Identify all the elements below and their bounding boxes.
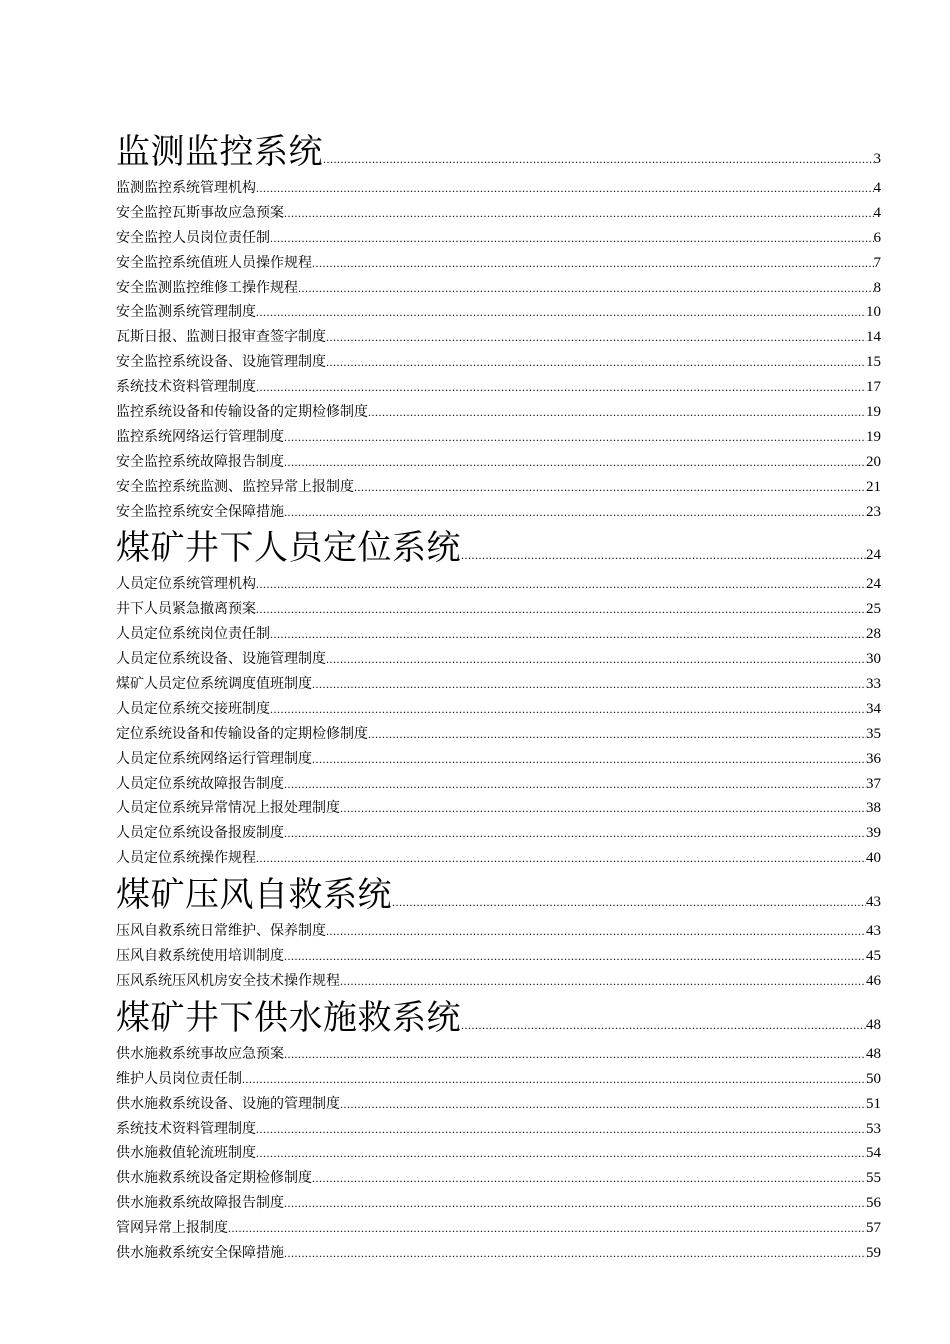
toc-entry-row[interactable] — [116, 350, 881, 375]
dot-leader — [256, 851, 866, 866]
toc-entry-title: 安全监控人员岗位责任制 — [116, 229, 270, 246]
toc-entry-title: 监测监控系统管理机构 — [116, 180, 256, 196]
dot-leader — [340, 801, 866, 816]
toc-entry-title: 监控系统网络运行管理制度 — [116, 428, 284, 445]
toc-entry-row[interactable] — [116, 375, 881, 400]
toc-entry-page-number: 35 — [866, 725, 881, 742]
toc-entry-title: 煤矿人员定位系统调度值班制度 — [116, 676, 312, 693]
toc-entry-row[interactable] — [116, 597, 881, 622]
toc-entry-title: 人员定位系统管理机构 — [116, 576, 256, 593]
toc-entry-row[interactable] — [116, 400, 881, 425]
dot-leader — [461, 548, 866, 563]
toc-entry-title: 压风自救系统使用培训制度 — [116, 948, 284, 965]
toc-entry-page-number: 17 — [866, 379, 881, 396]
toc-entry-page-number: 28 — [866, 626, 881, 643]
dot-leader — [256, 380, 866, 395]
toc-entry-page-number: 53 — [866, 1120, 881, 1137]
toc-entry-page-number: 14 — [866, 329, 881, 346]
toc-heading-title: 煤矿井下人员定位系统 — [116, 528, 461, 569]
toc-entry-title: 供水施救系统设备定期检修制度 — [116, 1170, 312, 1187]
toc-entry-page-number: 8 — [873, 279, 881, 296]
toc-section — [116, 994, 881, 1266]
toc-entry-title: 供水施救系统安全保障措施 — [116, 1244, 284, 1261]
toc-entry-page-number: 36 — [866, 750, 881, 767]
toc-entry-row[interactable] — [116, 325, 881, 350]
dot-leader — [368, 405, 866, 420]
toc-entry-row[interactable] — [116, 796, 881, 821]
toc-entry-page-number: 24 — [866, 576, 881, 593]
toc-entry-row[interactable] — [116, 969, 881, 994]
dot-leader — [326, 652, 866, 667]
toc-entry-page-number: 10 — [866, 304, 881, 321]
toc-entry-row[interactable] — [116, 176, 881, 201]
toc-entry-title: 安全监控瓦斯事故应急预案 — [116, 204, 284, 221]
toc-entry-row[interactable] — [116, 572, 881, 597]
toc-entry-title: 安全监控系统安全保障措施 — [116, 503, 284, 520]
dot-leader — [284, 455, 866, 470]
toc-entry-row[interactable] — [116, 300, 881, 325]
toc-entry-row[interactable] — [116, 475, 881, 500]
toc-entry-row[interactable] — [116, 1042, 881, 1067]
toc-heading-title: 煤矿压风自救系统 — [116, 875, 392, 916]
dot-leader — [284, 949, 866, 964]
toc-entry-page-number: 48 — [866, 1045, 881, 1062]
toc-entry-row[interactable] — [116, 622, 881, 647]
toc-entry-row[interactable] — [116, 1191, 881, 1216]
dot-leader — [270, 231, 874, 246]
dot-leader — [368, 727, 866, 742]
dot-leader — [284, 430, 866, 445]
dot-leader — [340, 974, 866, 989]
toc-entry-row[interactable] — [116, 672, 881, 697]
toc-heading-page-number: 43 — [866, 894, 881, 911]
toc-heading-page-number: 48 — [866, 1016, 881, 1033]
toc-entry-row[interactable] — [116, 1092, 881, 1117]
dot-leader — [284, 777, 866, 792]
dot-leader — [284, 826, 866, 841]
toc-heading-row[interactable] — [116, 994, 881, 1042]
dot-leader — [298, 281, 874, 296]
toc-entry-page-number: 43 — [866, 923, 881, 940]
toc-items — [116, 919, 881, 994]
dot-leader — [284, 505, 866, 520]
toc-entry-title: 安全监测系统管理制度 — [116, 304, 256, 321]
dot-leader — [354, 480, 866, 495]
toc-entry-title: 人员定位系统设备、设施管理制度 — [116, 651, 326, 668]
dot-leader — [256, 577, 866, 592]
toc-entry-row[interactable] — [116, 747, 881, 772]
toc-entry-page-number: 19 — [866, 428, 881, 445]
toc-entry-page-number: 45 — [866, 948, 881, 965]
toc-entry-title: 人员定位系统交接班制度 — [116, 700, 270, 717]
dot-leader — [312, 752, 866, 767]
toc-heading-row[interactable] — [116, 128, 881, 176]
toc-entry-page-number: 19 — [866, 404, 881, 421]
toc-entry-row[interactable] — [116, 919, 881, 944]
toc-section — [116, 871, 881, 994]
toc-entry-title: 压风系统压风机房安全技术操作规程 — [116, 972, 340, 989]
toc-entry-row[interactable] — [116, 251, 881, 276]
dot-leader — [323, 152, 874, 167]
toc-entry-title: 井下人员紧急撤离预案 — [116, 601, 256, 618]
dot-leader — [242, 1072, 866, 1087]
toc-entry-title: 安全监控系统监测、监控异常上报制度 — [116, 478, 354, 495]
dot-leader — [326, 330, 866, 345]
toc-entry-title: 人员定位系统故障报告制度 — [116, 775, 284, 792]
toc-entry-page-number: 6 — [873, 229, 881, 246]
toc-entry-page-number: 46 — [866, 972, 881, 989]
toc-entry-title: 供水施救系统故障报告制度 — [116, 1195, 284, 1212]
toc-entry-page-number: 4 — [873, 180, 881, 196]
dot-leader — [461, 1018, 866, 1033]
toc-heading-title: 煤矿井下供水施救系统 — [116, 997, 461, 1038]
toc-entry-page-number: 21 — [866, 478, 881, 495]
dot-leader — [312, 256, 874, 271]
toc-entry-row[interactable] — [116, 450, 881, 475]
toc-entry-title: 人员定位系统设备报废制度 — [116, 825, 284, 842]
toc-entry-title: 供水施救系统事故应急预案 — [116, 1045, 284, 1062]
toc-entry-page-number: 20 — [866, 453, 881, 470]
dot-leader — [340, 1097, 866, 1112]
toc-entry-page-number: 7 — [873, 254, 881, 271]
toc-entry-title: 安全监控系统值班人员操作规程 — [116, 254, 312, 271]
dot-leader — [228, 1221, 866, 1236]
toc-heading-row[interactable] — [116, 524, 881, 572]
toc-entry-page-number: 55 — [866, 1170, 881, 1187]
toc-entry-row[interactable] — [116, 944, 881, 969]
toc-entry-title: 人员定位系统岗位责任制 — [116, 626, 270, 643]
toc-entry-page-number: 50 — [866, 1070, 881, 1087]
table-of-contents — [116, 128, 881, 1266]
toc-heading-title: 监测监控系统 — [116, 132, 323, 172]
dot-leader — [284, 206, 874, 221]
toc-entry-page-number: 25 — [866, 601, 881, 618]
toc-entry-page-number: 59 — [866, 1244, 881, 1261]
dot-leader — [312, 1171, 866, 1186]
toc-entry-row[interactable] — [116, 772, 881, 797]
toc-entry-page-number: 57 — [866, 1220, 881, 1237]
toc-entry-page-number: 23 — [866, 503, 881, 520]
toc-entry-title: 定位系统设备和传输设备的定期检修制度 — [116, 725, 368, 742]
toc-items — [116, 1042, 881, 1266]
toc-entry-row[interactable] — [116, 1117, 881, 1142]
toc-entry-title: 监控系统设备和传输设备的定期检修制度 — [116, 404, 368, 421]
toc-entry-row[interactable] — [116, 500, 881, 525]
toc-entry-page-number: 51 — [866, 1095, 881, 1112]
toc-entry-title: 安全监测监控维修工操作规程 — [116, 279, 298, 296]
toc-entry-page-number: 34 — [866, 700, 881, 717]
dot-leader — [256, 181, 874, 196]
toc-entry-title: 供水施救值轮流班制度 — [116, 1145, 256, 1162]
dot-leader — [326, 355, 866, 370]
toc-entry-title: 供水施救系统设备、设施的管理制度 — [116, 1095, 340, 1112]
toc-entry-title: 安全监控系统故障报告制度 — [116, 453, 284, 470]
toc-entry-row[interactable] — [116, 647, 881, 672]
toc-entry-row[interactable] — [116, 226, 881, 251]
dot-leader — [256, 1146, 866, 1161]
toc-entry-row[interactable] — [116, 425, 881, 450]
dot-leader — [270, 627, 866, 642]
dot-leader — [270, 702, 866, 717]
toc-heading-page-number: 24 — [866, 547, 881, 564]
toc-entry-row[interactable] — [116, 1216, 881, 1241]
toc-entry-row[interactable] — [116, 1067, 881, 1092]
toc-entry-title: 人员定位系统异常情况上报处理制度 — [116, 800, 340, 817]
dot-leader — [256, 305, 866, 320]
toc-entry-row[interactable] — [116, 722, 881, 747]
toc-entry-page-number: 37 — [866, 775, 881, 792]
toc-entry-page-number: 54 — [866, 1145, 881, 1162]
toc-entry-row[interactable] — [116, 1241, 881, 1266]
dot-leader — [392, 895, 866, 910]
toc-entry-title: 瓦斯日报、监测日报审查签字制度 — [116, 329, 326, 346]
toc-entry-title: 安全监控系统设备、设施管理制度 — [116, 354, 326, 371]
toc-heading-row[interactable] — [116, 871, 881, 919]
dot-leader — [284, 1196, 866, 1211]
dot-leader — [284, 1047, 866, 1062]
toc-entry-page-number: 33 — [866, 676, 881, 693]
toc-entry-row[interactable] — [116, 201, 881, 226]
dot-leader — [256, 1122, 866, 1137]
toc-entry-page-number: 56 — [866, 1195, 881, 1212]
toc-entry-title: 压风自救系统日常维护、保养制度 — [116, 923, 326, 940]
toc-entry-row[interactable] — [116, 276, 881, 301]
toc-heading-page-number: 3 — [873, 151, 881, 167]
dot-leader — [284, 1246, 866, 1261]
dot-leader — [312, 677, 866, 692]
toc-entry-row[interactable] — [116, 1141, 881, 1166]
toc-entry-title: 系统技术资料管理制度 — [116, 379, 256, 396]
toc-entry-page-number: 40 — [866, 850, 881, 867]
toc-entry-title: 人员定位系统网络运行管理制度 — [116, 750, 312, 767]
toc-entry-page-number: 15 — [866, 354, 881, 371]
toc-entry-title: 系统技术资料管理制度 — [116, 1120, 256, 1137]
dot-leader — [256, 602, 866, 617]
toc-entry-row[interactable] — [116, 846, 881, 871]
toc-entry-title: 人员定位系统操作规程 — [116, 850, 256, 867]
toc-section — [116, 128, 881, 524]
toc-entry-page-number: 4 — [873, 204, 881, 221]
toc-entry-row[interactable] — [116, 697, 881, 722]
toc-section — [116, 524, 881, 871]
toc-entry-row[interactable] — [116, 821, 881, 846]
toc-entry-title: 维护人员岗位责任制 — [116, 1070, 242, 1087]
toc-entry-title: 管网异常上报制度 — [116, 1220, 228, 1237]
toc-entry-row[interactable] — [116, 1166, 881, 1191]
toc-entry-page-number: 39 — [866, 825, 881, 842]
toc-items — [116, 572, 881, 871]
dot-leader — [326, 924, 866, 939]
toc-entry-page-number: 30 — [866, 651, 881, 668]
toc-items — [116, 176, 881, 524]
toc-entry-page-number: 38 — [866, 800, 881, 817]
